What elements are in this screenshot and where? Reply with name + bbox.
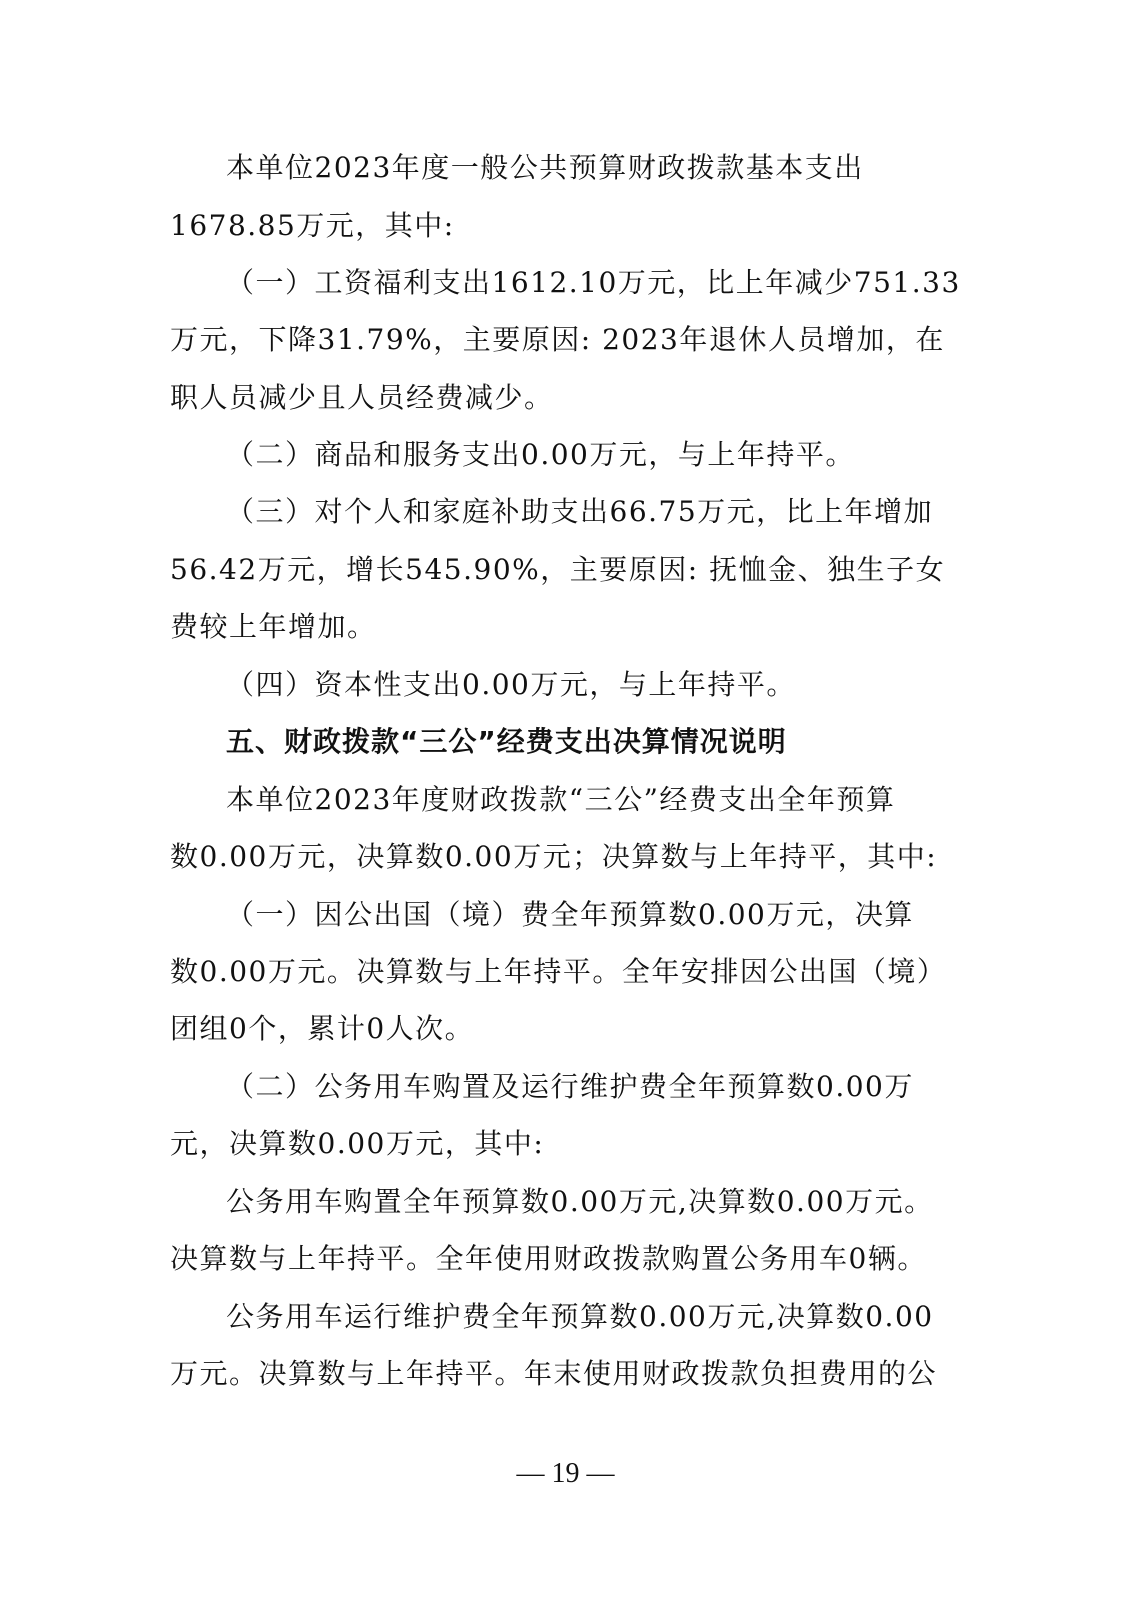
paragraph-salary-line-1: （一）工资福利支出1612.10万元，比上年减少751.33 <box>226 266 961 299</box>
section-heading-three-public: 五、财政拨款“三公”经费支出决算情况说明 <box>226 725 787 758</box>
paragraph-vehicle-maintenance-line-1: 公务用车运行维护费全年预算数0.00万元,决算数0.00 <box>226 1300 934 1333</box>
paragraph-vehicle-line-1: （二）公务用车购置及运行维护费全年预算数0.00万 <box>226 1070 914 1103</box>
paragraph-basic-expenditure-line-1: 本单位2023年度一般公共预算财政拨款基本支出 <box>226 151 864 184</box>
paragraph-vehicle-purchase-line-2: 决算数与上年持平。全年使用财政拨款购置公务用车0辆。 <box>170 1242 927 1275</box>
paragraph-subsidy-line-3: 费较上年增加。 <box>170 610 377 643</box>
paragraph-vehicle-line-2: 元，决算数0.00万元，其中: <box>170 1127 545 1160</box>
paragraph-three-public-line-1: 本单位2023年度财政拨款“三公”经费支出全年预算 <box>226 783 896 816</box>
paragraph-vehicle-purchase-line-1: 公务用车购置全年预算数0.00万元,决算数0.00万元。 <box>226 1185 934 1218</box>
paragraph-abroad-line-3: 团组0个，累计0人次。 <box>170 1012 475 1045</box>
paragraph-subsidy-line-1: （三）对个人和家庭补助支出66.75万元，比上年增加 <box>226 495 934 528</box>
paragraph-subsidy-line-2: 56.42万元，增长545.90%，主要原因: 抚恤金、独生子女 <box>170 553 946 586</box>
paragraph-salary-line-2: 万元，下降31.79%，主要原因: 2023年退休人员增加，在 <box>170 323 945 356</box>
paragraph-vehicle-maintenance-line-2: 万元。决算数与上年持平。年末使用财政拨款负担费用的公 <box>170 1357 938 1390</box>
paragraph-abroad-line-2: 数0.00万元。决算数与上年持平。全年安排因公出国（境） <box>170 955 947 988</box>
paragraph-basic-expenditure-line-2: 1678.85万元，其中: <box>170 209 455 242</box>
paragraph-three-public-line-2: 数0.00万元，决算数0.00万元；决算数与上年持平，其中: <box>170 840 938 873</box>
page-number: — 19 — <box>516 1458 615 1489</box>
paragraph-goods-services: （二）商品和服务支出0.00万元，与上年持平。 <box>226 438 855 471</box>
paragraph-salary-line-3: 职人员减少且人员经费减少。 <box>170 381 554 414</box>
paragraph-capital: （四）资本性支出0.00万元，与上年持平。 <box>226 668 796 701</box>
paragraph-abroad-line-1: （一）因公出国（境）费全年预算数0.00万元，决算 <box>226 898 914 931</box>
